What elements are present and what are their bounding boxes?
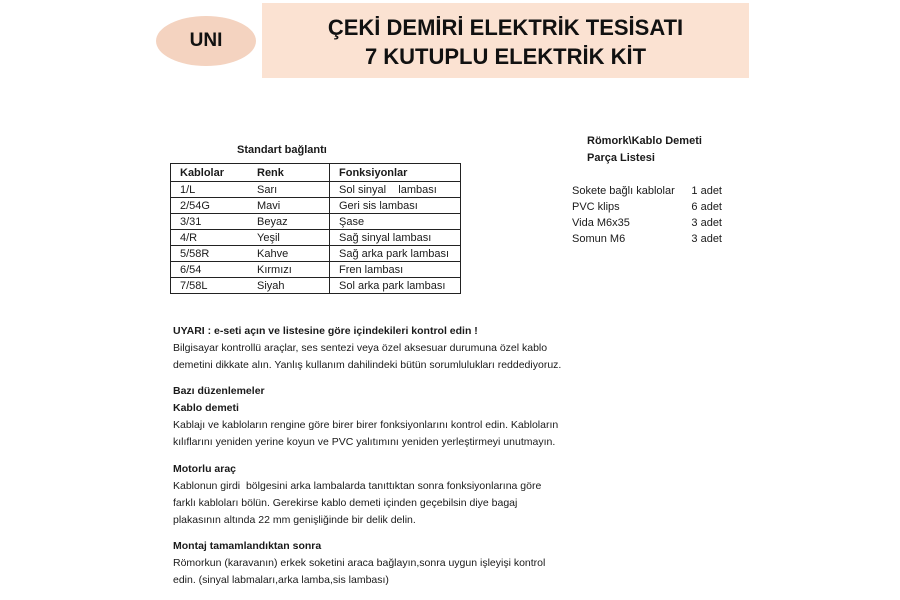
cable-cell: 3/31 [171,214,249,230]
color-cell: Beyaz [248,214,330,230]
list-item [572,183,722,199]
part-name: Somun M6 [572,233,626,245]
function-cell: Sağ sinyal lambası [330,230,461,246]
list-item [572,199,722,215]
parts-title-line-1: Römork\Kablo Demeti [587,135,702,147]
vehicle-line-2: farklı kabloları bölün. Gerekirse kablo demeti içinden geçebilsin diye bagaj [173,497,518,509]
parts-title-line-2: Parça Listesi [587,152,655,164]
cable-cell: 2/54G [171,198,249,214]
table-row [171,214,461,230]
warning-line-2: demetini dikkate alın. Yanlış kullanım dahilindeki bütün sorumlulukları reddediyoruz. [173,359,562,371]
part-name: Sokete bağlı kablolar [572,185,675,197]
document-title [262,3,749,78]
function-cell: Sağ arka park lambası [330,246,461,262]
cable-cell: 1/L [171,182,249,198]
function-cell: Şase [330,214,461,230]
vehicle-section [173,461,541,529]
warning-line-1: Bilgisayar kontrollü araçlar, ses sentezi veya özel aksesuar durumuna özel kablo [173,342,548,354]
adjustments-subheading: Kablo demeti [173,402,239,414]
color-cell: Siyah [248,278,330,294]
warning-section [173,323,561,374]
title-line-2: 7 KUTUPLU ELEKTRİK KİT [364,44,647,69]
color-cell: Sarı [248,182,330,198]
connection-table-title: Standart bağlantı [237,144,327,156]
logo-text: UNI [189,30,223,51]
assembly-line-1: Römorkun (karavanın) erkek soketini araca bağlayın,sonra uygun işleyişi kontrol [173,557,546,569]
function-cell: Sol sinyal lambası [330,182,461,198]
adjustments-line-1: Kablajı ve kabloların rengine göre birer birer fonksiyonlarını kontrol edin. Kabloların [173,419,559,431]
part-name: Vida M6x35 [572,217,630,229]
function-cell: Geri sis lambası [330,198,461,214]
list-item [572,215,722,231]
column-header-cables: Kablolar [171,164,249,182]
table-row [171,230,461,246]
color-cell: Kırmızı [248,262,330,278]
adjustments-section [173,383,558,451]
connection-table [170,163,461,294]
list-item [572,231,722,247]
parts-list-title [587,133,702,167]
function-cell: Sol arka park lambası [330,278,461,294]
column-header-color: Renk [248,164,330,182]
parts-list [572,183,722,247]
brand-logo [156,16,256,66]
table-row [171,246,461,262]
warning-heading: UYARI : e-seti açın ve listesine göre içindekileri kontrol edin ! [173,325,478,337]
vehicle-line-1: Kablonun girdi bölgesini arka lambalarda tanıttıktan sonra fonksiyonlarına göre [173,480,542,492]
column-header-functions: Fonksiyonlar [330,164,461,182]
assembly-line-2: edin. (sinyal labmaları,arka lamba,sis lambası) [173,574,389,586]
cable-cell: 5/58R [171,246,249,262]
part-qty: 6 adet [691,201,722,213]
vehicle-line-3: plakasının altında 22 mm genişliğinde bir delik delin. [173,514,416,526]
adjustments-heading: Bazı düzenlemeler [173,385,265,397]
table-row [171,182,461,198]
table-row [171,278,461,294]
vehicle-heading: Motorlu araç [173,463,237,475]
part-qty: 1 adet [691,185,722,197]
cable-cell: 7/58L [171,278,249,294]
cable-cell: 4/R [171,230,249,246]
part-qty: 3 adet [691,217,722,229]
assembly-heading: Montaj tamamlandıktan sonra [173,540,322,552]
function-cell: Fren lambası [330,262,461,278]
color-cell: Mavi [248,198,330,214]
assembly-section [173,538,545,589]
cable-cell: 6/54 [171,262,249,278]
table-row [171,198,461,214]
table-header-row [171,164,461,182]
part-name: PVC klips [572,201,620,213]
color-cell: Kahve [248,246,330,262]
color-cell: Yeşil [248,230,330,246]
table-row [171,262,461,278]
part-qty: 3 adet [691,233,722,245]
adjustments-line-2: kılıflarını yeniden yerine koyun ve PVC yalıtımını yeniden yerleştirmeyi unutmayın. [173,436,556,448]
title-line-1: ÇEKİ DEMİRİ ELEKTRİK TESİSATI [327,15,684,40]
